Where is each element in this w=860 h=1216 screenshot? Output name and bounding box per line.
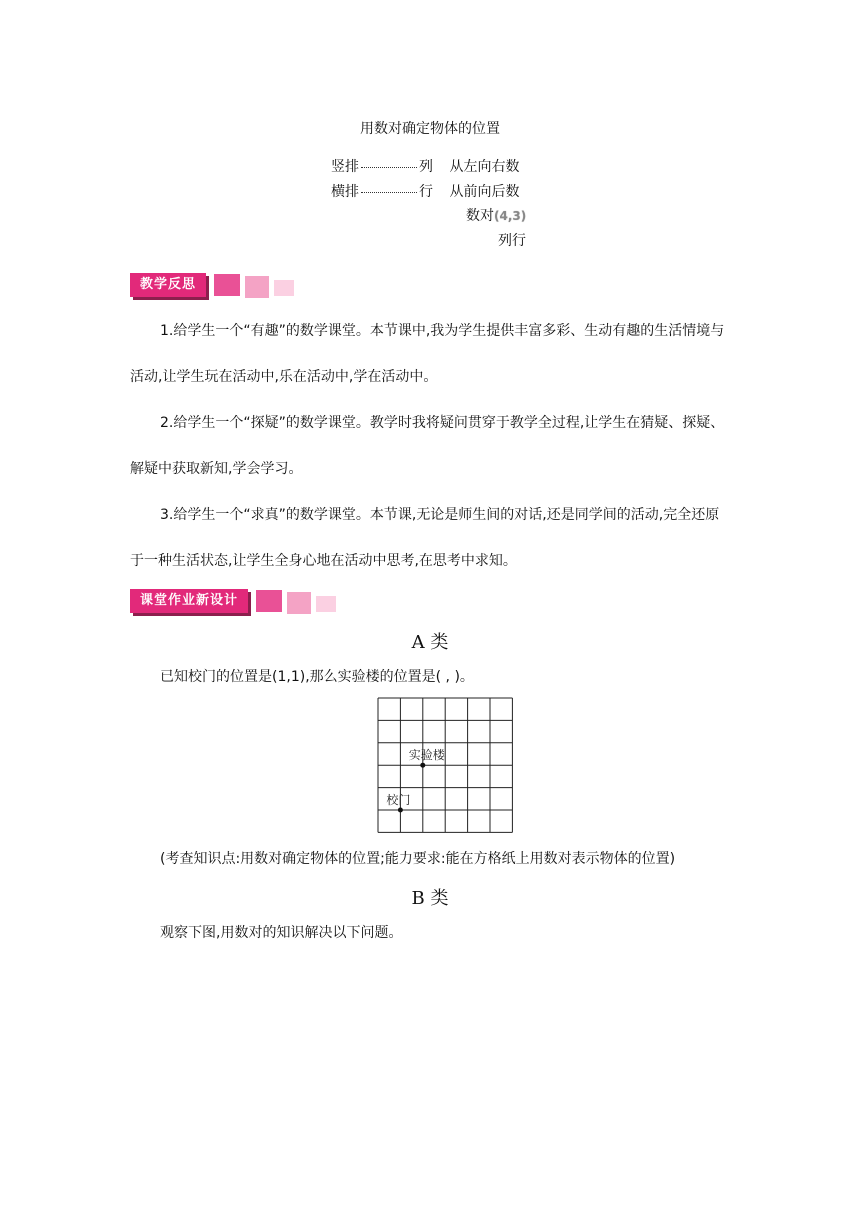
reflection-banner [130, 272, 294, 298]
banner-decoration [214, 274, 240, 296]
homework-banner-label: 课堂作业新设计 [130, 589, 248, 613]
pair-sub: 列行 [498, 233, 526, 249]
banner-decoration [256, 590, 282, 612]
grid-point [420, 763, 425, 768]
section-b-title: B 类 [411, 888, 449, 909]
summary-row2-left: 横排 [331, 184, 359, 200]
page-title: 用数对确定物体的位置 [360, 121, 500, 137]
summary-row1-right: 从左向右数 [449, 159, 520, 175]
grid-point-label: 校门 [386, 793, 411, 807]
summary-row-rows [331, 181, 519, 201]
grid-point-label: 实验楼 [408, 748, 445, 763]
summary-pair [466, 205, 526, 225]
dotted-leader [361, 167, 417, 168]
section-b-question: 观察下图,用数对的知识解决以下问题。 [160, 925, 403, 941]
banner-decoration [287, 592, 311, 614]
dotted-leader [361, 192, 417, 193]
coordinate-grid [374, 696, 516, 836]
banner-decoration [316, 596, 336, 612]
banner-decoration [274, 280, 294, 296]
reflection-body [130, 308, 730, 584]
section-a-question: 已知校门的位置是(1,1),那么实验楼的位置是( , )。 [160, 669, 474, 685]
reflection-banner-label: 教学反思 [130, 273, 206, 297]
grid-point [398, 808, 403, 813]
pair-label: 数对 [466, 208, 494, 224]
homework-banner [130, 588, 336, 614]
summary-row1-mid: 列 [419, 159, 433, 175]
summary-row-columns [331, 156, 519, 176]
summary-row2-mid: 行 [419, 184, 433, 200]
summary-row1-left: 竖排 [331, 159, 359, 175]
section-a-note: (考查知识点:用数对确定物体的位置;能力要求:能在方格纸上用数对表示物体的位置) [160, 851, 676, 867]
reflection-paragraph-1: 1.给学生一个“有趣”的数学课堂。本节课中,我为学生提供丰富多彩、生动有趣的生活情境与活动,让学生玩在活动中,乐在活动中,学在活动中。 [130, 323, 725, 385]
banner-decoration [245, 276, 269, 298]
reflection-paragraph-2: 2.给学生一个“探疑”的数学课堂。教学时我将疑问贯穿于教学全过程,让学生在猜疑、探疑、解疑中获取新知,学会学习。 [130, 415, 725, 477]
section-a-title: A 类 [411, 632, 449, 653]
reflection-paragraph-3: 3.给学生一个“求真”的数学课堂。本节课,无论是师生间的对话,还是同学间的活动,完全还原于一种生活状态,让学生全身心地在活动中思考,在思考中求知。 [130, 507, 720, 569]
pair-value: (4,3) [494, 209, 527, 223]
summary-row2-right: 从前向后数 [449, 184, 520, 200]
